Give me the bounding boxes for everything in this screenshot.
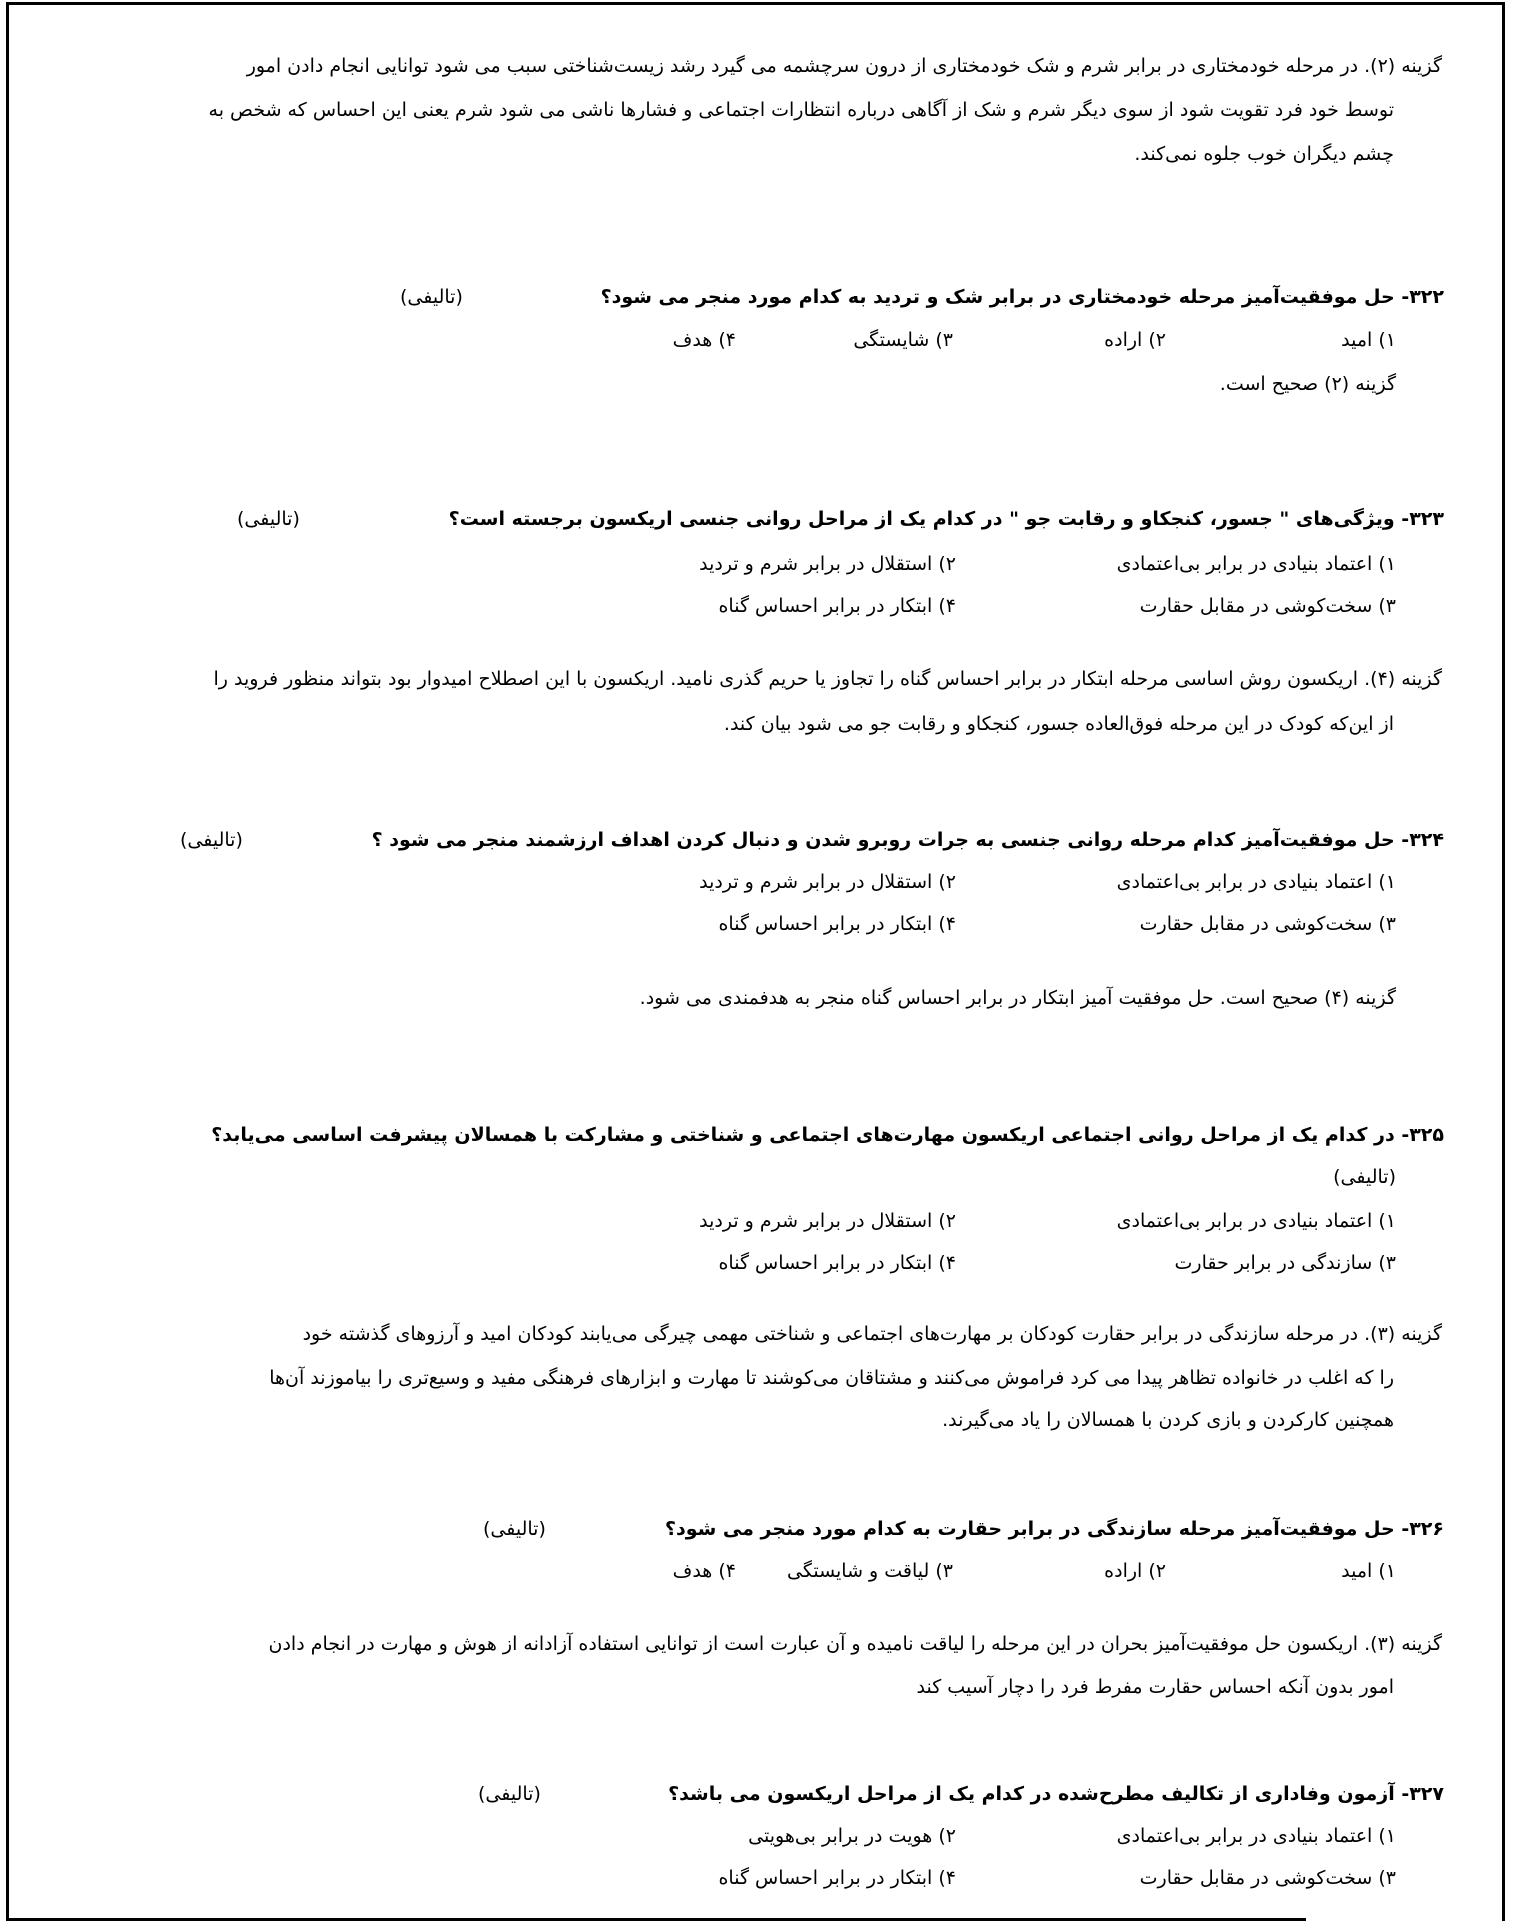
question-323-answer-line: از این‌که کودک در این مرحله فوق‌العاده جسور، کنجکاو و رقابت جو می شود بیان کند. xyxy=(723,713,1394,735)
question-325-option-4: ۴) ابتکار در برابر احساس گناه xyxy=(718,1252,956,1274)
question-324-option-3: ۳) سخت‌کوشی در مقابل حقارت xyxy=(1139,913,1396,935)
question-325-answer-line: گزینه (۳). در مرحله سازندگی در برابر حقارت کودکان بر مهارت‌های اجتماعی و شناختی مهمی چیرگی می‌یابند کودکان امید و آرزوهای گذشته خود xyxy=(302,1323,1442,1345)
question-322-option-2: ۲) اراده xyxy=(1104,329,1166,351)
question-322-option-3: ۳) شایستگی xyxy=(853,329,953,351)
bottom-rule xyxy=(6,1918,1306,1921)
question-322-title: ۳۲۲- حل موفقیت‌آمیز مرحله خودمختاری در برابر شک و تردید به کدام مورد منجر می شود؟ xyxy=(600,286,1444,308)
question-323-option-4: ۴) ابتکار در برابر احساس گناه xyxy=(718,595,956,617)
question-323-option-3: ۳) سخت‌کوشی در مقابل حقارت xyxy=(1139,595,1396,617)
question-326-tag: (تالیفی) xyxy=(483,1518,546,1540)
question-324-title: ۳۲۴- حل موفقیت‌آمیز کدام مرحله روانی جنسی به جرات روبرو شدن و دنبال کردن اهداف ارزشمند منجر می شود ؟ xyxy=(371,829,1444,851)
question-323-answer-line: گزینه (۴). اریکسون روش اساسی مرحله ابتکار در برابر احساس گناه را تجاوز یا حریم گذری نامید. اریکسون با این اصطلاح امیدوار بود بتواند منظور فروید را xyxy=(213,668,1442,690)
question-325-option-2: ۲) استقلال در برابر شرم و تردید xyxy=(699,1210,956,1232)
question-322-answer: گزینه (۲) صحیح است. xyxy=(1219,373,1396,395)
question-327-tag: (تالیفی) xyxy=(478,1783,541,1805)
question-324-option-4: ۴) ابتکار در برابر احساس گناه xyxy=(718,913,956,935)
question-322-tag: (تالیفی) xyxy=(400,286,463,308)
question-323-title: ۳۲۳- ویژگی‌های " جسور، کنجکاو و رقابت جو " در کدام یک از مراحل روانی جنسی اریکسون برجسته است؟ xyxy=(448,508,1444,530)
question-325-title: ۳۲۵- در کدام یک از مراحل روانی اجتماعی اریکسون مهارت‌های اجتماعی و شناختی و مشارکت با همسالان پیشرفت اساسی می‌یابد؟ xyxy=(211,1124,1444,1146)
question-323-tag: (تالیفی) xyxy=(237,508,300,530)
question-327-title: ۳۲۷- آزمون وفاداری از تکالیف مطرح‌شده در کدام یک از مراحل اریکسون می باشد؟ xyxy=(668,1783,1444,1805)
question-322-option-1: ۱) امید xyxy=(1341,329,1396,351)
question-323-option-2: ۲) استقلال در برابر شرم و تردید xyxy=(699,553,956,575)
question-326-title: ۳۲۶- حل موفقیت‌آمیز مرحله سازندگی در برابر حقارت به کدام مورد منجر می شود؟ xyxy=(664,1518,1444,1540)
question-324-answer: گزینه (۴) صحیح است. حل موفقیت آمیز ابتکار در برابر احساس گناه منجر به هدفمندی می شود. xyxy=(639,987,1396,1009)
question-325-option-1: ۱) اعتماد بنیادی در برابر بی‌اعتمادی xyxy=(1116,1210,1396,1232)
question-323-option-1: ۱) اعتماد بنیادی در برابر بی‌اعتمادی xyxy=(1116,553,1396,575)
question-322-option-4: ۴) هدف xyxy=(672,329,736,351)
question-326-option-1: ۱) امید xyxy=(1341,1560,1396,1582)
question-326-answer-line: گزینه (۳). اریکسون حل موفقیت‌آمیز بحران در این مرحله را لیاقت نامیده و آن عبارت است از توانایی استفاده آزادانه از هوش و مهارت در انجام دادن xyxy=(268,1633,1442,1655)
question-326-answer-line: امور بدون آنکه احساس حقارت مفرط فرد را دچار آسیب کند xyxy=(916,1676,1394,1698)
question-326-option-3: ۳) لیاقت و شایستگی xyxy=(787,1560,953,1582)
answer-paragraph-line: توسط خود فرد تقویت شود از سوی دیگر شرم و شک از آگاهی درباره انتظارات اجتماعی و فشارها ناشی می شود شرم یعنی این احساس که شخص به xyxy=(208,99,1394,121)
question-325-tag: (تالیفی) xyxy=(1333,1166,1396,1188)
question-327-option-1: ۱) اعتماد بنیادی در برابر بی‌اعتمادی xyxy=(1116,1825,1396,1847)
question-325-answer-line: را که اغلب در خانواده تظاهر پیدا می کرد فراموش می‌کنند و مشتاقان می‌کوشند تا مهارت و ابزارهای فرهنگی مفید و وسیع‌تری را بیاموزند آن‌ها xyxy=(269,1367,1394,1389)
answer-paragraph-line: گزینه (۲). در مرحله خودمختاری در برابر شرم و شک خودمختاری از درون سرچشمه می گیرد رشد زیست‌شناختی سبب می شود توانایی انجام دادن امور xyxy=(246,55,1442,77)
answer-paragraph-line: چشم دیگران خوب جلوه نمی‌کند. xyxy=(1134,143,1394,165)
question-327-option-4: ۴) ابتکار در برابر احساس گناه xyxy=(718,1867,956,1889)
question-324-option-2: ۲) استقلال در برابر شرم و تردید xyxy=(699,871,956,893)
question-325-answer-line: همچنین کارکردن و بازی کردن با همسالان را یاد می‌گیرند. xyxy=(942,1409,1394,1431)
question-327-option-3: ۳) سخت‌کوشی در مقابل حقارت xyxy=(1139,1867,1396,1889)
question-326-option-2: ۲) اراده xyxy=(1104,1560,1166,1582)
question-327-option-2: ۲) هویت در برابر بی‌هویتی xyxy=(748,1825,956,1847)
question-326-option-4: ۴) هدف xyxy=(672,1560,736,1582)
question-325-option-3: ۳) سازندگی در برابر حقارت xyxy=(1174,1252,1396,1274)
question-324-tag: (تالیفی) xyxy=(180,829,243,851)
question-324-option-1: ۱) اعتماد بنیادی در برابر بی‌اعتمادی xyxy=(1116,871,1396,893)
